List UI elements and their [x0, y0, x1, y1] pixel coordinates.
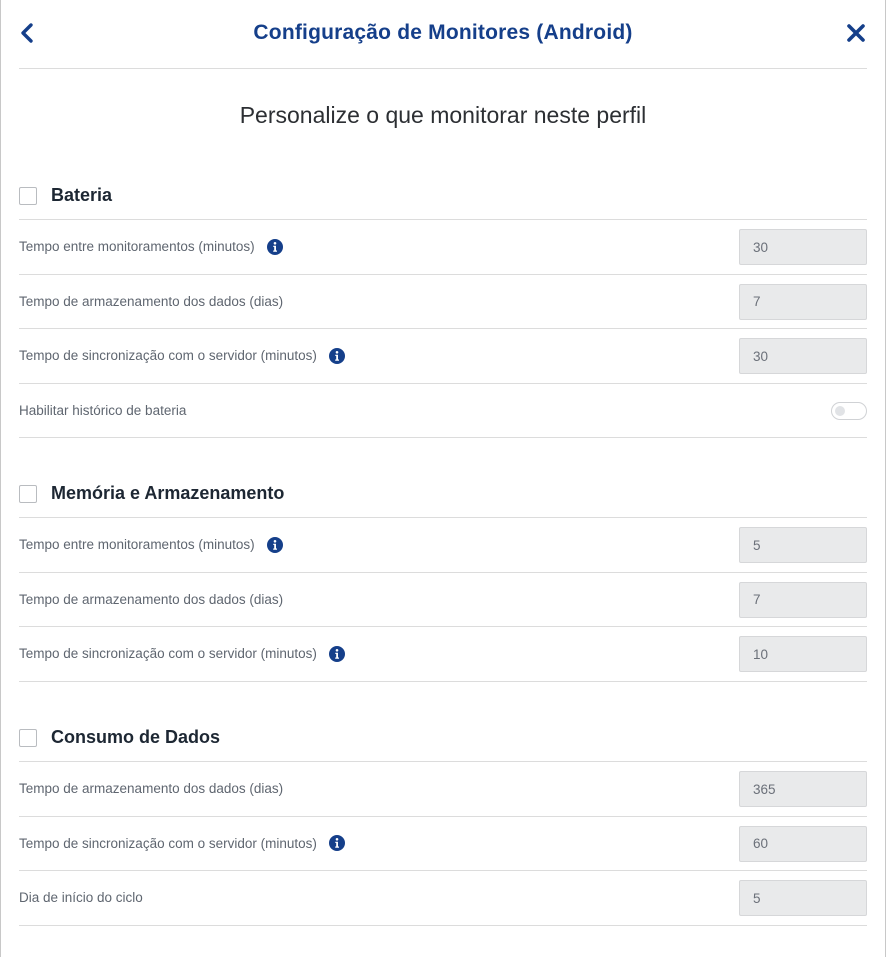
sync-interval-input[interactable]: [739, 338, 867, 374]
setting-row: [19, 871, 867, 926]
dialog-header: [19, 0, 867, 69]
setting-label: Tempo de armazenamento dos dados (dias): [19, 293, 284, 309]
toggle-knob: [835, 406, 845, 416]
setting-label: Dia de início do ciclo: [19, 890, 143, 906]
section-memoria: [19, 470, 867, 682]
setting-row: [19, 762, 867, 817]
setting-row: [19, 573, 867, 628]
section-title: Memória e Armazenamento: [51, 483, 285, 503]
section-title: Bateria: [51, 185, 113, 205]
interval-input[interactable]: [739, 527, 867, 563]
storage-days-input[interactable]: [739, 284, 867, 320]
section-checkbox-memoria[interactable]: [19, 485, 37, 503]
cycle-start-day-input[interactable]: [739, 880, 867, 916]
setting-row: [19, 275, 867, 330]
setting-label: Tempo entre monitoramentos (minutos): [19, 537, 255, 553]
setting-row: [19, 817, 867, 872]
storage-days-input[interactable]: [739, 582, 867, 618]
setting-label: Habilitar histórico de bateria: [19, 402, 187, 418]
setting-row: [19, 329, 867, 384]
info-icon[interactable]: [329, 835, 345, 851]
section-header: [19, 172, 867, 220]
setting-row: [19, 384, 867, 439]
close-icon: [845, 22, 867, 44]
info-icon[interactable]: [329, 348, 345, 364]
setting-label: Tempo de sincronização com o servidor (minutos): [19, 646, 317, 662]
section-title: Consumo de Dados: [51, 727, 221, 747]
info-icon[interactable]: [329, 646, 345, 662]
setting-label: Tempo de sincronização com o servidor (minutos): [19, 348, 317, 364]
section-checkbox-bateria[interactable]: [19, 187, 37, 205]
setting-row: [19, 627, 867, 682]
section-header: [19, 470, 867, 518]
page-subtitle: Personalize o que monitorar neste perfil: [239, 102, 647, 128]
battery-history-toggle[interactable]: [831, 402, 867, 420]
page-title: Configuração de Monitores (Android): [253, 21, 633, 44]
storage-days-input[interactable]: [739, 771, 867, 807]
sync-interval-input[interactable]: [739, 826, 867, 862]
setting-label: Tempo de armazenamento dos dados (dias): [19, 781, 284, 797]
setting-row: [19, 220, 867, 275]
section-consumo-dados: [19, 714, 867, 926]
section-header: [19, 714, 867, 762]
setting-label: Tempo entre monitoramentos (minutos): [19, 239, 255, 255]
section-bateria: [19, 172, 867, 438]
setting-label: Tempo de sincronização com o servidor (minutos): [19, 835, 317, 851]
info-icon[interactable]: [267, 239, 283, 255]
sync-interval-input[interactable]: [739, 636, 867, 672]
interval-input[interactable]: [739, 229, 867, 265]
setting-label: Tempo de armazenamento dos dados (dias): [19, 591, 284, 607]
info-icon[interactable]: [267, 537, 283, 553]
section-checkbox-consumo[interactable]: [19, 729, 37, 747]
setting-row: [19, 518, 867, 573]
close-button[interactable]: [845, 22, 867, 44]
